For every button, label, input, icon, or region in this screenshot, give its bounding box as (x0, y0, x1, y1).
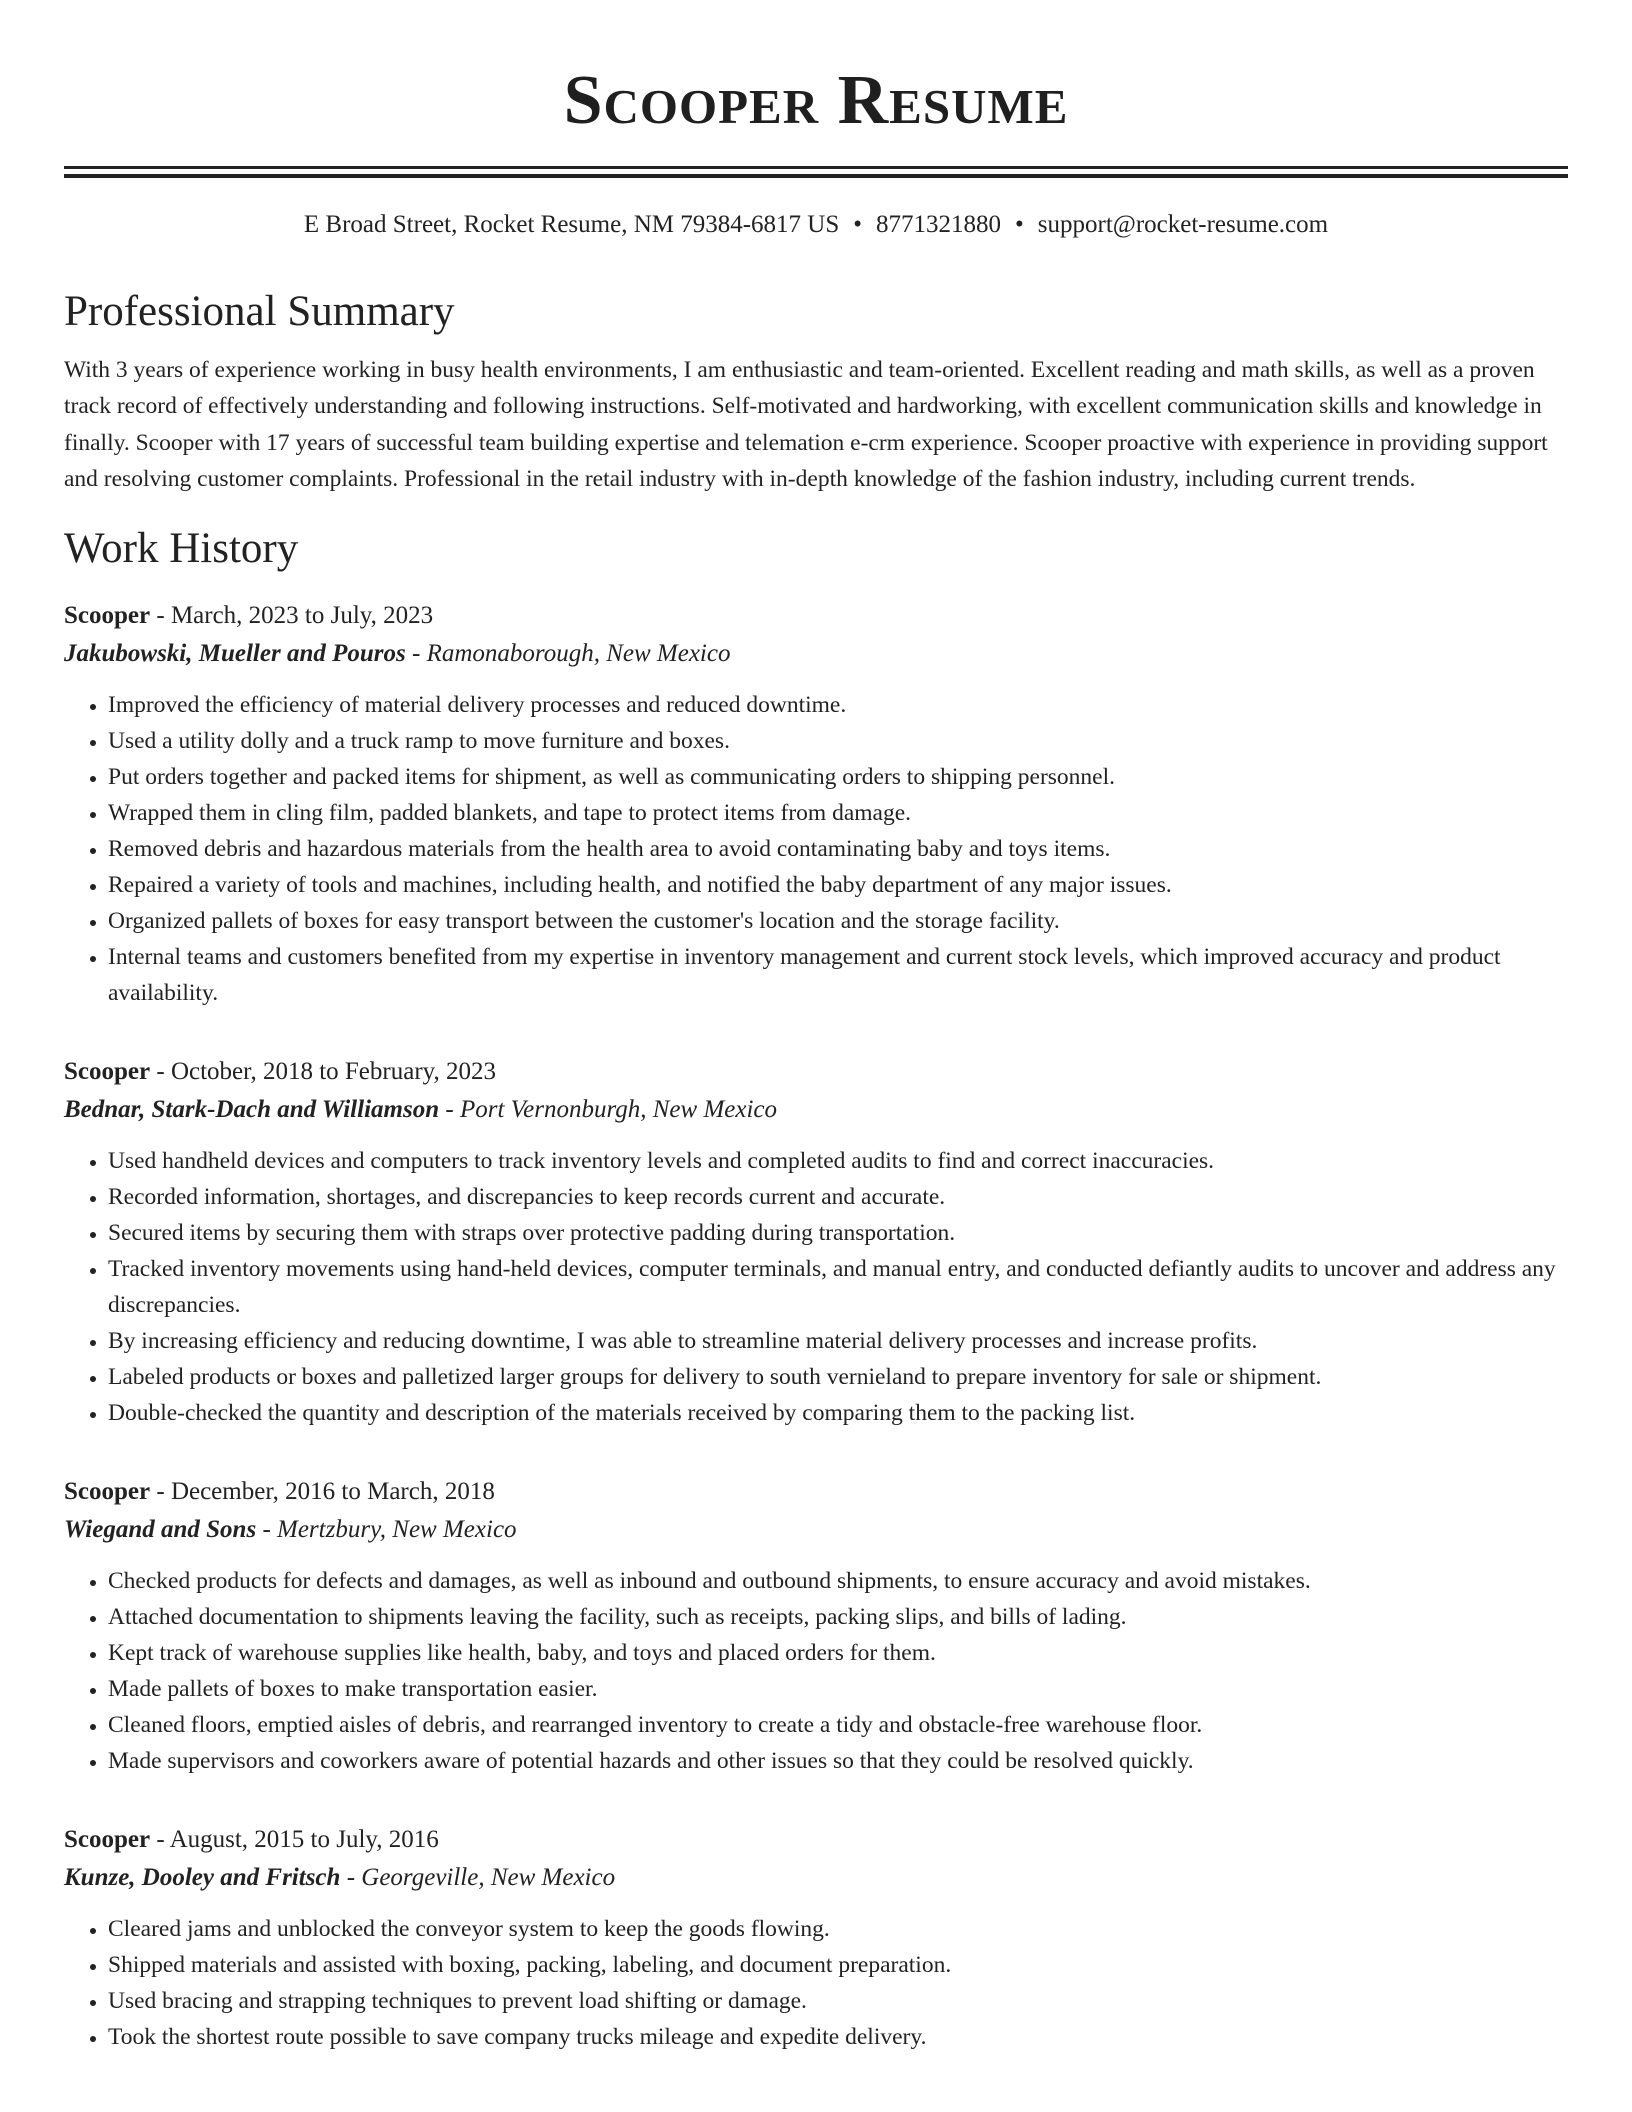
job-bullet: • Kept track of warehouse supplies like health, baby, and toys and placed orders for them. (108, 1635, 1568, 1671)
job-location: Mertzbury, New Mexico (277, 1516, 517, 1544)
title-divider (64, 166, 1568, 178)
job-title: Scooper (64, 1058, 151, 1086)
job-bullet: • Secured items by securing them with straps over protective padding during transportation. (108, 1215, 1568, 1251)
contact-separator: • (1015, 211, 1024, 238)
job-bullet: • Attached documentation to shipments leaving the facility, such as receipts, packing slips, and bills of lading. (108, 1599, 1568, 1635)
contact-line (64, 208, 1568, 242)
job-bullet: • Removed debris and hazardous materials from the health area to avoid contaminating baby and toys items. (108, 831, 1568, 867)
contact-phone: 8771321880 (876, 211, 1002, 238)
job-title: Scooper (64, 1826, 151, 1854)
job-entry (64, 1473, 1568, 1779)
job-entry (64, 1821, 1568, 2055)
job-bullet: • Shipped materials and assisted with boxing, packing, labeling, and document preparation. (108, 1947, 1568, 1983)
job-entry (64, 1053, 1568, 1431)
job-bullet: • Recorded information, shortages, and discrepancies to keep records current and accurate. (108, 1179, 1568, 1215)
job-bullet: • Used a utility dolly and a truck ramp to move furniture and boxes. (108, 723, 1568, 759)
job-employer-line: Jakubowski, Mueller and Pouros - Ramonaborough, New Mexico (64, 640, 731, 668)
contact-address: E Broad Street, Rocket Resume, NM 79384-6817 US (303, 211, 840, 238)
job-title: Scooper (64, 602, 151, 630)
job-dates: October, 2018 to February, 2023 (170, 1058, 497, 1086)
job-location: Port Vernonburgh, New Mexico (459, 1096, 778, 1124)
job-bullet: • Put orders together and packed items for shipment, as well as communicating orders to shipping personnel. (108, 759, 1568, 795)
work-history-heading: Work History (64, 525, 299, 573)
job-employer: Bednar, Stark-Dach and Williamson (64, 1096, 440, 1124)
job-dates: August, 2015 to July, 2016 (169, 1826, 439, 1854)
summary-text: With 3 years of experience working in busy health environments, I am enthusiastic and team-oriented. Excellent reading and math skills, as well as a proven track record of effectively understanding and following instructions. Self-motivated and hardworking, with excellent communication skills and knowledge in finally. Scooper with 17 years of successful team building expertise and telemation e-crm experience. Scooper proactive with experience in providing support and resolving customer complaints. Professional in the retail industry with in-depth knowledge of the fashion industry, including current trends. (64, 357, 1548, 492)
job-employer-line: Kunze, Dooley and Fritsch - Georgeville, New Mexico (64, 1864, 616, 1892)
job-employer: Kunze, Dooley and Fritsch (64, 1864, 341, 1892)
job-bullets (64, 1563, 1568, 1779)
job-bullets (64, 1911, 1568, 2055)
job-employer: Jakubowski, Mueller and Pouros (64, 640, 406, 668)
job-bullet: • Cleared jams and unblocked the conveyor system to keep the goods flowing. (108, 1911, 1568, 1947)
job-title-line: Scooper - March, 2023 to July, 2023 (64, 602, 434, 630)
job-bullet: • Cleaned floors, emptied aisles of debris, and rearranged inventory to create a tidy and obstacle-free warehouse floor. (108, 1707, 1568, 1743)
job-title-line: Scooper - December, 2016 to March, 2018 (64, 1478, 495, 1506)
job-bullet: • Used handheld devices and computers to track inventory levels and completed audits to find and correct inaccuracies. (108, 1143, 1568, 1179)
resume-title: Scooper Resume (563, 62, 1069, 139)
job-title: Scooper (64, 1478, 151, 1506)
job-bullet: • Double-checked the quantity and description of the materials received by comparing them to the packing list. (108, 1395, 1568, 1431)
contact-separator: • (853, 211, 863, 238)
job-bullet: • Repaired a variety of tools and machines, including health, and notified the baby department of any major issues. (108, 867, 1568, 903)
summary-heading: Professional Summary (64, 288, 455, 335)
job-employer-line: Wiegand and Sons - Mertzbury, New Mexico (64, 1516, 517, 1544)
job-bullet: • Organized pallets of boxes for easy transport between the customer's location and the storage facility. (108, 903, 1568, 939)
job-title-line: Scooper - August, 2015 to July, 2016 (64, 1826, 439, 1854)
job-location: Ramonaborough, New Mexico (426, 640, 731, 668)
job-location: Georgeville, New Mexico (361, 1864, 616, 1892)
job-bullet: • Labeled products or boxes and palletized larger groups for delivery to south vernieland to prepare inventory for sale or shipment. (108, 1359, 1568, 1395)
job-title-line: Scooper - October, 2018 to February, 2023 (64, 1058, 497, 1086)
job-bullet: • Improved the efficiency of material delivery processes and reduced downtime. (108, 687, 1568, 723)
work-history-list (64, 597, 1568, 2055)
job-bullet: • Made pallets of boxes to make transportation easier. (108, 1671, 1568, 1707)
job-bullet: • Took the shortest route possible to save company trucks mileage and expedite delivery. (108, 2019, 1568, 2055)
job-bullet: • By increasing efficiency and reducing downtime, I was able to streamline material delivery processes and increase profits. (108, 1323, 1568, 1359)
job-bullet: • Made supervisors and coworkers aware of potential hazards and other issues so that they could be resolved quickly. (108, 1743, 1568, 1779)
job-dates: March, 2023 to July, 2023 (170, 602, 434, 630)
job-employer: Wiegand and Sons (64, 1516, 257, 1544)
job-bullet: • Used bracing and strapping techniques to prevent load shifting or damage. (108, 1983, 1568, 2019)
job-employer-line: Bednar, Stark-Dach and Williamson - Port Vernonburgh, New Mexico (64, 1096, 778, 1124)
job-bullets (64, 1143, 1568, 1431)
contact-email: support@rocket-resume.com (1037, 211, 1329, 238)
job-dates: December, 2016 to March, 2018 (170, 1478, 495, 1506)
job-bullet: • Tracked inventory movements using hand-held devices, computer terminals, and manual entry, and conducted defiantly audits to uncover and address any discrepancies. (108, 1251, 1568, 1323)
job-entry (64, 597, 1568, 1011)
job-bullet: • Internal teams and customers benefited from my expertise in inventory management and current stock levels, which improved accuracy and product availability. (108, 939, 1568, 1011)
job-bullets (64, 687, 1568, 1011)
job-bullet: • Checked products for defects and damages, as well as inbound and outbound shipments, to ensure accuracy and avoid mistakes. (108, 1563, 1568, 1599)
job-bullet: • Wrapped them in cling film, padded blankets, and tape to protect items from damage. (108, 795, 1568, 831)
